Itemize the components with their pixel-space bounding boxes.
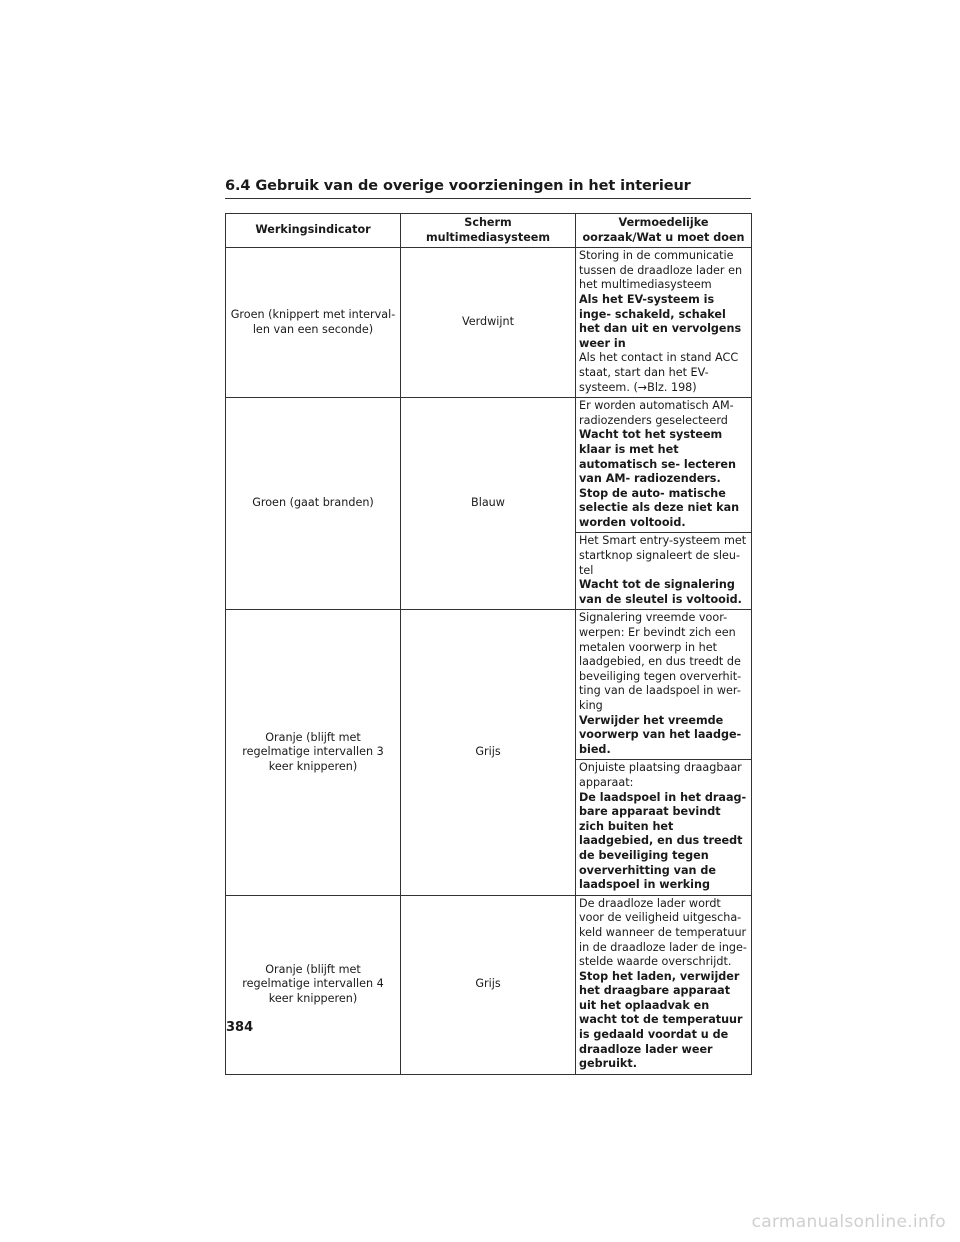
action-text: Als het EV-systeem is inge- schakeld, schakel het dan uit en vervolgens weer in — [579, 292, 742, 350]
indicator-cell: Oranje (blijft met regelmatige intervallen 3 keer knipperen) — [226, 610, 401, 895]
action-text: Wacht tot de signalering van de sleutel is voltooid. — [579, 578, 742, 606]
screen-cell: Grijs — [401, 610, 576, 895]
action-text: De laadspoel in het draag- bare apparaat bevindt zich buiten het laadgebied, en dus treedt de beveiliging tegen oververhitting van de laadspoel in werking — [579, 790, 747, 892]
cause-text: De draadloze lader wordt voor de veiligheid uitgescha- keld wanneer de temperatuur in de draadloze lader de inge- stelde waarde overschrijdt. — [579, 896, 747, 969]
table-row — [226, 895, 752, 1074]
indicator-cell: Oranje (blijft met regelmatige intervallen 4 keer knipperen) — [226, 895, 401, 1074]
cause-text: Storing in de communicatie tussen de draadloze lader en het multimediasysteem — [579, 249, 743, 292]
cause-text: Onjuiste plaatsing draagbaar apparaat: — [579, 761, 742, 789]
screen-cell: Blauw — [401, 398, 576, 610]
indicator-cell: Groen (knippert met interval- len van een seconde) — [226, 248, 401, 398]
table-row — [226, 248, 752, 398]
section-title: 6.4 Gebruik van de overige voorzieningen in het interieur — [225, 178, 751, 199]
cause-cell — [576, 248, 752, 398]
screen-cell: Grijs — [401, 895, 576, 1074]
header-probable-cause: Vermoedelijke oorzaak/Wat u moet doen — [576, 214, 752, 248]
action-text: Verwijder het vreemde voorwerp van het laadge- bied. — [579, 713, 742, 756]
table-row — [226, 398, 752, 533]
header-operating-indicator: Werkingsindicator — [226, 214, 401, 248]
cause-cell — [576, 533, 752, 610]
screen-cell: Verdwijnt — [401, 248, 576, 398]
action-text: Stop het laden, verwijder het draagbare apparaat uit het oplaadvak en wacht tot de temperatuur is gedaald voordat u de draadloze lader weer gebruikt. — [579, 969, 743, 1071]
header-multimedia-screen: Scherm multimediasysteem — [401, 214, 576, 248]
cause-cell — [576, 895, 752, 1074]
watermark: carmanualsonline.info — [751, 1212, 946, 1232]
table-header-row — [226, 214, 752, 248]
cause-cell — [576, 398, 752, 533]
page-number: 384 — [226, 1020, 254, 1035]
cause-cell — [576, 610, 752, 760]
indicator-cell: Groen (gaat branden) — [226, 398, 401, 610]
cause-text: Het Smart entry-systeem met startknop signaleert de sleu- tel — [579, 534, 747, 577]
action-text: Wacht tot het systeem klaar is met het automatisch se- lecteren van AM- radiozenders. Stop de auto- matische selectie als deze niet kan worden voltooid. — [579, 428, 740, 529]
cause-text: Signalering vreemde voor- werpen: Er bevindt zich een metalen voorwerp in het laadgebied, en dus treedt de beveiliging tegen oververhit- ting van de laadspoel in wer- king — [579, 611, 742, 712]
table-row — [226, 610, 752, 760]
note-text: Als het contact in stand ACC staat, start dan het EV- systeem. (→Blz. 198) — [579, 351, 739, 394]
cause-cell — [576, 760, 752, 895]
cause-text: Er worden automatisch AM- radiozenders geselecteerd — [579, 399, 734, 427]
indicator-table — [225, 213, 752, 1075]
